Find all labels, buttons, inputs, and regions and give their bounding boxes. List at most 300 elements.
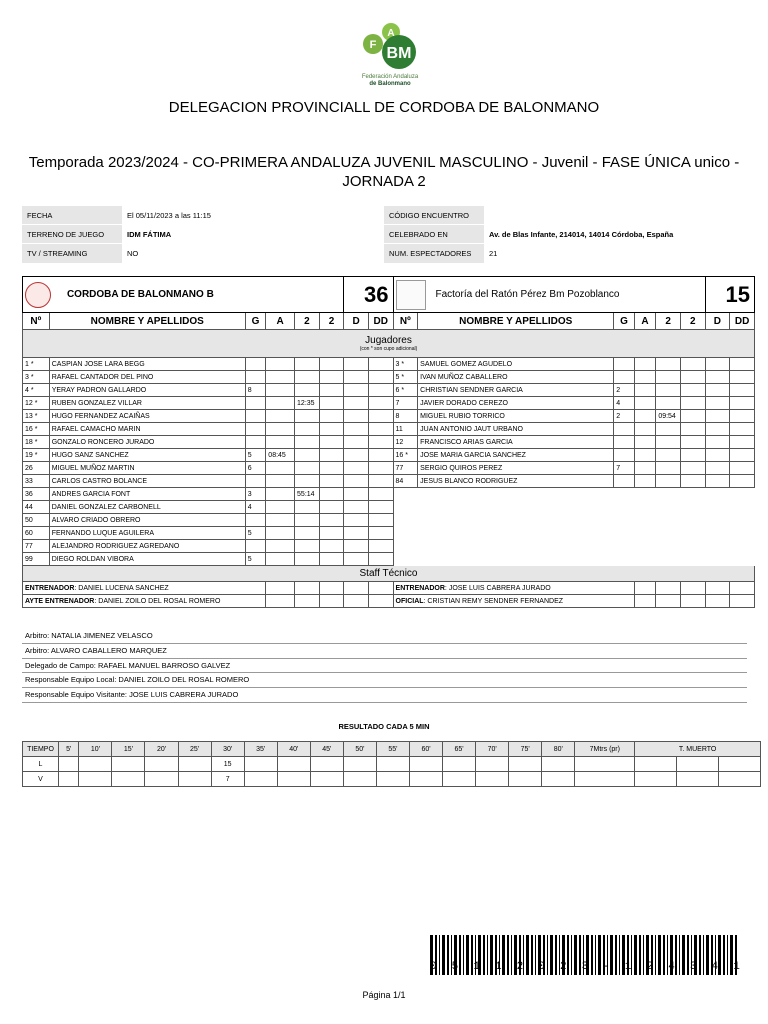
staff-section-title: Staff Técnico (23, 566, 755, 582)
local-player-c2b (319, 371, 344, 384)
results-cell (310, 757, 343, 772)
local-player-dd (368, 371, 393, 384)
logo-subtitle-2: de Balonmano (369, 81, 411, 87)
visitor-player-dd (730, 462, 755, 475)
visitor-player-a (634, 436, 656, 449)
results-header-cell: 5' (59, 742, 79, 757)
local-player-n: 12 * (23, 397, 50, 410)
staff-name: DANIEL LUCENA SANCHEZ (78, 584, 169, 592)
timeout-cell (677, 772, 719, 787)
results-row (23, 757, 761, 772)
official-line: Arbitro: ALVARO CABALLERO MARQUEZ (22, 644, 747, 659)
timeout-cell (635, 757, 677, 772)
staff-stat-cell (634, 582, 656, 595)
results-cell (277, 757, 310, 772)
visitor-player-name: CHRISTIAN SENDNER GARCIA (418, 384, 614, 397)
local-player-g: 6 (245, 462, 266, 475)
local-player-c2b (319, 514, 344, 527)
local-player-dd (368, 462, 393, 475)
staff-name: DANIEL ZOILO DEL ROSAL ROMERO (98, 597, 221, 605)
visitor-player-n: 84 (393, 475, 418, 488)
local-player-g: 3 (245, 488, 266, 501)
local-player-name: CARLOS CASTRO BOLANCE (49, 475, 245, 488)
visitor-player-c2a (656, 397, 681, 410)
results-header-cell: TIEMPO (23, 742, 59, 757)
staff-name: JOSE LUIS CABRERA JURADO (448, 584, 551, 592)
visitor-player-a (634, 475, 656, 488)
visitor-player-a (634, 397, 656, 410)
local-player-name: YERAY PADRON GALLARDO (49, 384, 245, 397)
local-player-c2b (319, 410, 344, 423)
players-section-row (23, 330, 755, 358)
visitor-player-c2b (680, 397, 705, 410)
local-player-a (266, 527, 295, 540)
results-header-cell: 15' (112, 742, 145, 757)
staff-stat-cell (295, 582, 320, 595)
staff-stat-cell (368, 582, 393, 595)
results-header-cell: 50' (343, 742, 376, 757)
local-player-d (344, 540, 369, 553)
visitor-player-n: 6 * (393, 384, 418, 397)
local-player-g: 5 (245, 553, 266, 566)
visitor-player-c2b (680, 449, 705, 462)
staff-stat-cell (705, 595, 730, 608)
results-cell (112, 757, 145, 772)
local-player-dd (368, 475, 393, 488)
timeout-cell (677, 757, 719, 772)
visitor-player-g (614, 358, 635, 371)
local-player-g (245, 514, 266, 527)
local-player-a (266, 462, 295, 475)
visitor-player-c2b (680, 462, 705, 475)
visitor-player-dd (730, 358, 755, 371)
official-line: Responsable Equipo Visitante: JOSE LUIS CABRERA JURADO (22, 688, 747, 703)
local-player-name: ANDRES GARCIA FONT (49, 488, 245, 501)
local-player-d (344, 358, 369, 371)
info-row (22, 206, 755, 225)
visitor-player-g (614, 449, 635, 462)
staff-stat-cell (656, 595, 681, 608)
local-player-d (344, 527, 369, 540)
visitor-player-g (614, 371, 635, 384)
local-player-a (266, 540, 295, 553)
staff-stat-cell (295, 595, 320, 608)
local-score: 36 (344, 277, 393, 313)
staff-stat-cell (634, 595, 656, 608)
visitor-player-c2b (680, 384, 705, 397)
visitor-player-c2a (656, 423, 681, 436)
staff-stat-cell (705, 582, 730, 595)
local-player-g (245, 410, 266, 423)
visitor-player-dd (730, 436, 755, 449)
results-cell (244, 772, 277, 787)
local-player-n: 36 (23, 488, 50, 501)
local-player-g: 4 (245, 501, 266, 514)
local-player-c2b (319, 501, 344, 514)
local-player-c2a (295, 423, 320, 436)
visitor-player-n: 7 (393, 397, 418, 410)
visitor-staff-member (393, 582, 634, 595)
local-player-c2a (295, 475, 320, 488)
info-label: TERRENO DE JUEGO (22, 225, 122, 244)
local-team-crest-icon (25, 282, 51, 308)
local-player-d (344, 371, 369, 384)
staff-stat-cell (730, 595, 755, 608)
local-player-c2b (319, 384, 344, 397)
local-player-a (266, 514, 295, 527)
results-header-cell: 7Mtrs (pr) (575, 742, 635, 757)
local-player-a: 08:45 (266, 449, 295, 462)
visitor-player-c2b (680, 475, 705, 488)
local-player-a (266, 488, 295, 501)
visitor-player-a (634, 449, 656, 462)
results-cell: 7 (211, 772, 244, 787)
local-player-d (344, 553, 369, 566)
local-player-c2b (319, 553, 344, 566)
local-player-dd (368, 553, 393, 566)
visitor-player-c2a (656, 384, 681, 397)
teams-table (22, 276, 755, 608)
local-player-a (266, 358, 295, 371)
local-team-header (23, 277, 344, 313)
player-row (23, 358, 755, 371)
player-row (23, 501, 755, 514)
results-header-cell: 40' (277, 742, 310, 757)
visitor-player-g: 7 (614, 462, 635, 475)
player-row (23, 475, 755, 488)
local-player-dd (368, 423, 393, 436)
visitor-player-name: JOSE MARIA GARCIA SANCHEZ (418, 449, 614, 462)
visitor-player-c2b (680, 371, 705, 384)
staff-stat-cell (319, 582, 344, 595)
results-header-cell: 20' (145, 742, 178, 757)
results-header-cell: 30' (211, 742, 244, 757)
results-header-row (23, 742, 761, 757)
barcode-digit: 3 (689, 961, 697, 973)
results-header-cell: 70' (476, 742, 509, 757)
visitor-player-name: IVAN MUÑOZ CABALLERO (418, 371, 614, 384)
local-player-g: 5 (245, 449, 266, 462)
staff-role: OFICIAL (395, 597, 424, 605)
staff-row (23, 582, 755, 595)
results-cell (409, 772, 442, 787)
player-row (23, 410, 755, 423)
column-header: D (344, 313, 369, 330)
local-player-a (266, 410, 295, 423)
results-cell (112, 772, 145, 787)
local-player-d (344, 423, 369, 436)
staff-stat-cell (266, 582, 295, 595)
column-header: DD (368, 313, 393, 330)
local-player-c2b (319, 358, 344, 371)
local-player-n: 1 * (23, 358, 50, 371)
visitor-score: 15 (705, 277, 754, 313)
visitor-player-g: 2 (614, 384, 635, 397)
local-player-n: 4 * (23, 384, 50, 397)
visitor-player-c2b (680, 423, 705, 436)
barcode-digit: 2 (559, 961, 567, 973)
players-section (23, 330, 755, 358)
visitor-player-c2b (680, 436, 705, 449)
results-cell (145, 772, 178, 787)
local-player-d (344, 475, 369, 488)
local-player-g (245, 358, 266, 371)
results-cell (244, 757, 277, 772)
local-player-g (245, 475, 266, 488)
visitor-player-c2a (656, 462, 681, 475)
results-header-cell: 75' (509, 742, 542, 757)
visitor-player-n: 12 (393, 436, 418, 449)
local-player-dd (368, 436, 393, 449)
visitor-player-d (705, 358, 730, 371)
visitor-player-d (705, 475, 730, 488)
local-player-n: 60 (23, 527, 50, 540)
local-player-d (344, 410, 369, 423)
local-player-c2a (295, 540, 320, 553)
local-staff-member (23, 582, 266, 595)
local-player-name: HUGO SANZ SANCHEZ (49, 449, 245, 462)
season-title: Temporada 2023/2024 - CO-PRIMERA ANDALUZA JUVENIL MASCULINO - Juvenil - FASE ÚNICA unico - JORNADA 2 (28, 154, 740, 190)
results-cell (376, 772, 409, 787)
visitor-player-c2a (656, 358, 681, 371)
staff-stat-cell (319, 595, 344, 608)
staff-row (23, 595, 755, 608)
barcode-digit: 1 (473, 961, 480, 973)
local-player-c2a (295, 371, 320, 384)
local-player-c2b (319, 449, 344, 462)
local-player-d (344, 397, 369, 410)
visitor-player-a (634, 423, 656, 436)
staff-role: ENTRENADOR (395, 584, 445, 592)
column-header: 2 (295, 313, 320, 330)
barcode-digit: 1 (733, 961, 740, 973)
results-cell (59, 757, 79, 772)
visitor-player-d (705, 397, 730, 410)
logo-letters-bm: BM (386, 45, 412, 62)
player-row (23, 384, 755, 397)
visitor-player-a (634, 358, 656, 371)
staff-role: ENTRENADOR (25, 584, 75, 592)
local-player-n: 3 * (23, 371, 50, 384)
local-player-dd (368, 540, 393, 553)
local-player-dd (368, 384, 393, 397)
results-row (23, 772, 761, 787)
visitor-player-n: 3 * (393, 358, 418, 371)
info-value: NO (122, 244, 384, 263)
local-player-n: 99 (23, 553, 50, 566)
results-header-cell: 80' (542, 742, 575, 757)
local-player-name: FERNANDO LUQUE AGUILERA (49, 527, 245, 540)
local-staff-member (23, 595, 266, 608)
visitor-player-name: SERGIO QUIROS PEREZ (418, 462, 614, 475)
info-value: IDM FÁTIMA (122, 225, 384, 244)
visitor-player-a (634, 384, 656, 397)
barcode-digit: 4 (668, 961, 675, 973)
visitor-player-name: MIGUEL RUBIO TORRICO (418, 410, 614, 423)
local-player-a (266, 553, 295, 566)
results-cell (443, 772, 476, 787)
results-cell (509, 772, 542, 787)
results-cell: 15 (211, 757, 244, 772)
local-player-n: 50 (23, 514, 50, 527)
local-player-n: 33 (23, 475, 50, 488)
visitor-player-n: 8 (393, 410, 418, 423)
visitor-player-c2a: 09:54 (656, 410, 681, 423)
local-player-name: MIGUEL MUÑOZ MARTIN (49, 462, 245, 475)
results-cell: V (23, 772, 59, 787)
local-player-c2a: 12:35 (295, 397, 320, 410)
local-player-n: 13 * (23, 410, 50, 423)
staff-role: AYTE ENTRENADOR (25, 597, 95, 605)
visitor-staff-member (393, 595, 634, 608)
local-player-a (266, 384, 295, 397)
staff-separator: : (423, 597, 428, 605)
local-player-c2b (319, 475, 344, 488)
staff-name: CRISTIAN REMY SENDNER FERNANDEZ (427, 597, 564, 605)
column-header-row (23, 313, 755, 330)
local-player-c2a (295, 527, 320, 540)
visitor-player-name: JUAN ANTONIO JAUT URBANO (418, 423, 614, 436)
local-player-n: 19 * (23, 449, 50, 462)
local-player-a (266, 475, 295, 488)
page-title: DELEGACION PROVINCIALL DE CORDOBA DE BALONMANO (168, 99, 600, 116)
column-header: Nº (23, 313, 50, 330)
results-header-cell: 65' (443, 742, 476, 757)
visitor-player-n: 5 * (393, 371, 418, 384)
results-header-cell: 35' (244, 742, 277, 757)
visitor-team-name: Factoría del Ratón Pérez Bm Pozoblanco (435, 288, 620, 300)
local-player-d (344, 449, 369, 462)
players-section-note: (con * son cupo adicional) (359, 346, 418, 352)
results-header-cell: 10' (79, 742, 112, 757)
visitor-player-c2a (656, 449, 681, 462)
staff-stat-cell (656, 582, 681, 595)
empty-cell (393, 527, 754, 540)
local-player-n: 18 * (23, 436, 50, 449)
results-header-cell: 45' (310, 742, 343, 757)
visitor-player-d (705, 410, 730, 423)
staff-stat-cell (730, 582, 755, 595)
visitor-player-name: JESUS BLANCO RODRIGUEZ (418, 475, 614, 488)
results-cell (277, 772, 310, 787)
results-cell (343, 772, 376, 787)
barcode-digit: 5 (451, 961, 459, 973)
info-value: 21 (484, 244, 755, 263)
info-label: NUM. ESPECTADORES (384, 244, 484, 263)
visitor-player-dd (730, 384, 755, 397)
visitor-player-dd (730, 397, 755, 410)
player-row (23, 553, 755, 566)
barcode-digit: 0 (430, 961, 437, 973)
visitor-player-g: 2 (614, 410, 635, 423)
player-row (23, 449, 755, 462)
visitor-player-g (614, 475, 635, 488)
visitor-player-a (634, 410, 656, 423)
local-player-c2a (295, 514, 320, 527)
local-player-d (344, 488, 369, 501)
player-row (23, 397, 755, 410)
local-player-name: RAFAEL CAMACHO MARIN (49, 423, 245, 436)
local-player-g: 5 (245, 527, 266, 540)
info-row (22, 225, 755, 244)
info-value (484, 206, 755, 225)
local-player-n: 77 (23, 540, 50, 553)
visitor-player-c2a (656, 436, 681, 449)
local-player-g: 8 (245, 384, 266, 397)
staff-section-row (23, 566, 755, 582)
info-label: CÓDIGO ENCUENTRO (384, 206, 484, 225)
logo-subtitle-1: Federación Andaluza (361, 74, 419, 80)
local-player-c2b (319, 423, 344, 436)
column-header: NOMBRE Y APELLIDOS (49, 313, 245, 330)
staff-separator: : (74, 584, 79, 592)
info-row (22, 244, 755, 263)
local-player-name: DANIEL GONZALEZ CARBONELL (49, 501, 245, 514)
visitor-player-dd (730, 410, 755, 423)
info-label: TV / STREAMING (22, 244, 122, 263)
player-row (23, 514, 755, 527)
local-player-c2a (295, 358, 320, 371)
local-player-d (344, 384, 369, 397)
local-team-name: CORDOBA DE BALONMANO B (66, 288, 214, 300)
local-player-n: 16 * (23, 423, 50, 436)
local-player-c2a (295, 410, 320, 423)
visitor-player-g (614, 423, 635, 436)
local-player-a (266, 423, 295, 436)
local-player-g (245, 397, 266, 410)
logo-letter-a: A (387, 28, 395, 39)
visitor-player-name: JAVIER DORADO CEREZO (418, 397, 614, 410)
visitor-player-d (705, 449, 730, 462)
local-player-c2b (319, 462, 344, 475)
column-header: Nº (393, 313, 418, 330)
local-player-dd (368, 501, 393, 514)
player-row (23, 527, 755, 540)
local-player-a (266, 501, 295, 514)
page-number: Página 1/1 (362, 990, 406, 1000)
local-player-name: RAFAEL CANTADOR DEL PINO (49, 371, 245, 384)
official-line: Arbitro: NATALIA JIMENEZ VELASCO (22, 629, 747, 644)
results-cell (178, 757, 211, 772)
barcode-number (430, 961, 740, 973)
player-row (23, 423, 755, 436)
barcode-digit: 1 (624, 961, 632, 973)
results-header-cell: 60' (409, 742, 442, 757)
local-player-n: 26 (23, 462, 50, 475)
visitor-player-a (634, 462, 656, 475)
local-player-dd (368, 527, 393, 540)
results-cell (575, 757, 635, 772)
column-header: 2 (656, 313, 681, 330)
local-player-c2b (319, 488, 344, 501)
logo-letter-f: F (369, 39, 377, 51)
officials-list (22, 629, 747, 703)
local-player-name: HUGO FERNANDEZ ACAIÑAS (49, 410, 245, 423)
info-value: Av. de Blas Infante, 214014, 14014 Córdoba, España (484, 225, 755, 244)
staff-stat-cell (266, 595, 295, 608)
barcode-digit: 3 (581, 961, 589, 973)
staff-stat-cell (344, 595, 369, 608)
local-player-a (266, 371, 295, 384)
results-cell (59, 772, 79, 787)
federation-logo (350, 22, 430, 94)
player-row (23, 462, 755, 475)
official-line: Responsable Equipo Local: DANIEL ZOILO DEL ROSAL ROMERO (22, 673, 747, 688)
local-player-d (344, 514, 369, 527)
results-cell (575, 772, 635, 787)
results-table (22, 741, 761, 787)
local-player-c2b (319, 540, 344, 553)
